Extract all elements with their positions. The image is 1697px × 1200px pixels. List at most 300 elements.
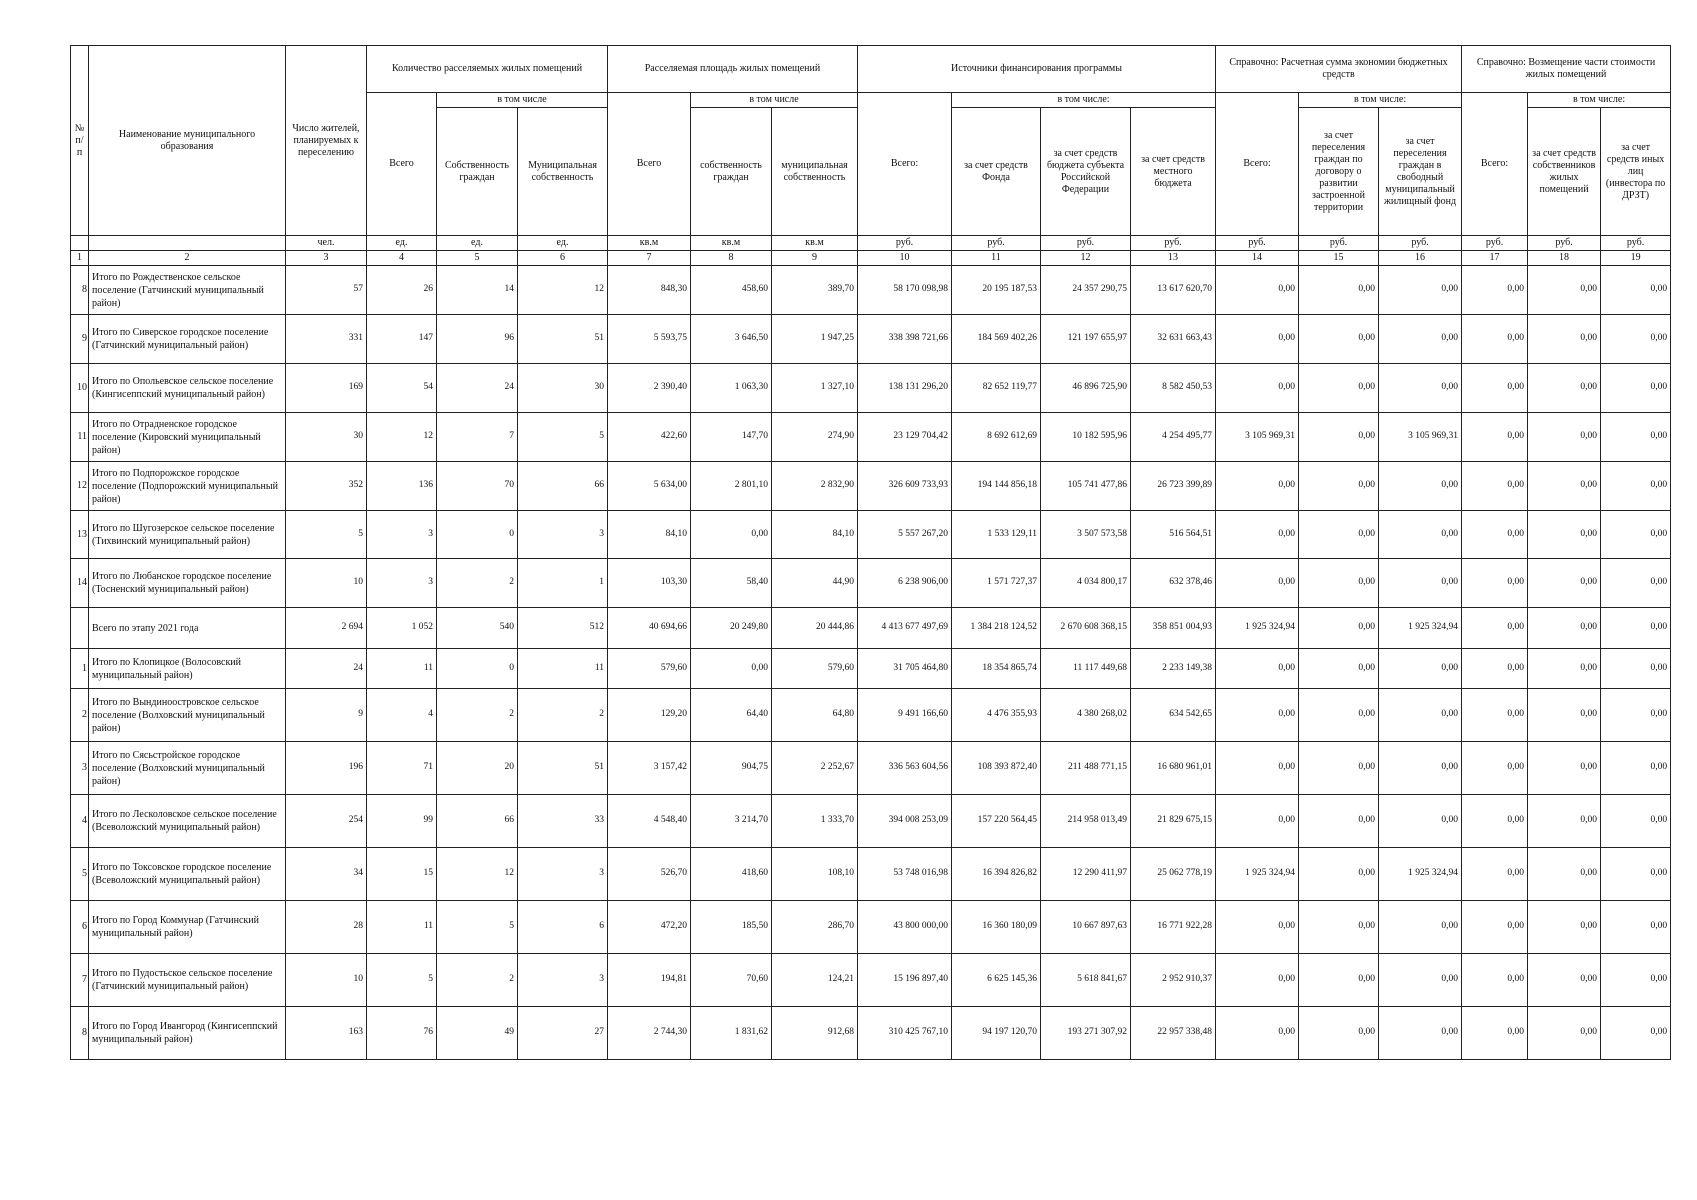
value-cell: 1 925 324,94	[1379, 848, 1462, 901]
column-number-cell: 7	[608, 251, 691, 266]
header-free-fund: за счет переселения граждан в свободный муниципальный жилищный фонд	[1379, 108, 1462, 236]
value-cell: 20 444,86	[772, 608, 858, 649]
value-cell: 64,40	[691, 689, 772, 742]
value-cell: 0,00	[1601, 413, 1671, 462]
value-cell: 20	[437, 742, 518, 795]
value-cell: 18 354 865,74	[952, 649, 1041, 689]
value-cell: 10 667 897,63	[1041, 901, 1131, 954]
value-cell: 211 488 771,15	[1041, 742, 1131, 795]
header-fin-incl: в том числе:	[952, 93, 1216, 108]
value-cell: 27	[518, 1007, 608, 1060]
table-row	[71, 608, 1671, 649]
value-cell: 30	[518, 364, 608, 413]
value-cell: 0,00	[1379, 901, 1462, 954]
value-cell: 1 947,25	[772, 315, 858, 364]
value-cell: 20 195 187,53	[952, 266, 1041, 315]
value-cell: 5	[518, 413, 608, 462]
value-cell: 0,00	[1462, 413, 1528, 462]
value-cell: 1	[518, 559, 608, 608]
value-cell: 0,00	[1462, 266, 1528, 315]
value-cell: 0,00	[1379, 795, 1462, 848]
table-row	[71, 649, 1671, 689]
value-cell: 0,00	[1601, 649, 1671, 689]
value-cell: 1 925 324,94	[1216, 608, 1299, 649]
value-cell: 33	[518, 795, 608, 848]
value-cell: 0,00	[1379, 559, 1462, 608]
row-number: 8	[71, 266, 89, 315]
value-cell: 66	[437, 795, 518, 848]
value-cell: 912,68	[772, 1007, 858, 1060]
value-cell: 1 052	[367, 608, 437, 649]
value-cell: 0,00	[1299, 1007, 1379, 1060]
row-number: 1	[71, 649, 89, 689]
value-cell: 2 744,30	[608, 1007, 691, 1060]
row-number: 4	[71, 795, 89, 848]
row-name: Итого по Город Ивангород (Кингисеппский муниципальный район)	[89, 1007, 286, 1060]
unit-cell: руб.	[1601, 236, 1671, 251]
value-cell: 5	[437, 901, 518, 954]
value-cell: 12 290 411,97	[1041, 848, 1131, 901]
value-cell: 40 694,66	[608, 608, 691, 649]
value-cell: 22 957 338,48	[1131, 1007, 1216, 1060]
value-cell: 6	[518, 901, 608, 954]
row-number: 2	[71, 689, 89, 742]
value-cell: 632 378,46	[1131, 559, 1216, 608]
value-cell: 634 542,65	[1131, 689, 1216, 742]
column-number-cell: 12	[1041, 251, 1131, 266]
row-name: Итого по Сиверское городское поселение (Гатчинский муниципальный район)	[89, 315, 286, 364]
value-cell: 0	[437, 649, 518, 689]
value-cell: 15 196 897,40	[858, 954, 952, 1007]
value-cell: 3 646,50	[691, 315, 772, 364]
value-cell: 3	[518, 848, 608, 901]
table-row	[71, 511, 1671, 559]
value-cell: 0,00	[1601, 689, 1671, 742]
value-cell: 418,60	[691, 848, 772, 901]
value-cell: 512	[518, 608, 608, 649]
unit-cell: руб.	[1216, 236, 1299, 251]
value-cell: 6 238 906,00	[858, 559, 952, 608]
value-cell: 58 170 098,98	[858, 266, 952, 315]
value-cell: 0,00	[1379, 462, 1462, 511]
table-row	[71, 954, 1671, 1007]
value-cell: 358 851 004,93	[1131, 608, 1216, 649]
row-number: 13	[71, 511, 89, 559]
value-cell: 24 357 290,75	[1041, 266, 1131, 315]
header-residents: Число жителей, планируемых к переселению	[286, 46, 367, 236]
unit-cell: руб.	[1462, 236, 1528, 251]
row-name: Итого по Лесколовское сельское поселение (Всеволожский муниципальный район)	[89, 795, 286, 848]
row-name: Итого по Шугозерское сельское поселение (Тихвинский муниципальный район)	[89, 511, 286, 559]
value-cell: 49	[437, 1007, 518, 1060]
value-cell: 0,00	[1299, 462, 1379, 511]
value-cell: 185,50	[691, 901, 772, 954]
value-cell: 0,00	[1299, 559, 1379, 608]
value-cell: 0,00	[1601, 266, 1671, 315]
row-name: Итого по Город Коммунар (Гатчинский муниципальный район)	[89, 901, 286, 954]
row-name: Всего по этапу 2021 года	[89, 608, 286, 649]
value-cell: 0,00	[1299, 413, 1379, 462]
value-cell: 0,00	[1299, 315, 1379, 364]
value-cell: 10 182 595,96	[1041, 413, 1131, 462]
header-area-group: Расселяемая площадь жилых помещений	[608, 46, 858, 93]
header-area-municipal: муниципальная собственность	[772, 108, 858, 236]
row-number	[71, 608, 89, 649]
value-cell: 64,80	[772, 689, 858, 742]
value-cell: 10	[286, 559, 367, 608]
value-cell: 5	[286, 511, 367, 559]
value-cell: 0	[437, 511, 518, 559]
header-local: за счет средств местного бюджета	[1131, 108, 1216, 236]
value-cell: 0,00	[1528, 954, 1601, 1007]
header-econ-total: Всего:	[1216, 93, 1299, 236]
column-number-cell: 8	[691, 251, 772, 266]
header-comp-total: Всего:	[1462, 93, 1528, 236]
header-fin-group: Источники финансирования программы	[858, 46, 1216, 93]
table-row	[71, 901, 1671, 954]
value-cell: 3 105 969,31	[1379, 413, 1462, 462]
unit-cell: руб.	[1528, 236, 1601, 251]
value-cell: 0,00	[1462, 364, 1528, 413]
value-cell: 0,00	[1601, 511, 1671, 559]
value-cell: 15	[367, 848, 437, 901]
value-cell: 0,00	[1528, 649, 1601, 689]
value-cell: 0,00	[1299, 364, 1379, 413]
unit-cell: руб.	[1299, 236, 1379, 251]
value-cell: 0,00	[1462, 1007, 1528, 1060]
unit-cell: чел.	[286, 236, 367, 251]
value-cell: 0,00	[1299, 511, 1379, 559]
value-cell: 0,00	[1601, 848, 1671, 901]
table-body	[71, 266, 1671, 1060]
value-cell: 193 271 307,92	[1041, 1007, 1131, 1060]
value-cell: 0,00	[1216, 901, 1299, 954]
value-cell: 71	[367, 742, 437, 795]
value-cell: 2 670 608 368,15	[1041, 608, 1131, 649]
value-cell: 30	[286, 413, 367, 462]
resettlement-table	[70, 45, 1671, 1060]
value-cell: 254	[286, 795, 367, 848]
value-cell: 338 398 721,66	[858, 315, 952, 364]
value-cell: 0,00	[1528, 266, 1601, 315]
value-cell: 0,00	[1379, 742, 1462, 795]
value-cell: 24	[437, 364, 518, 413]
value-cell: 51	[518, 742, 608, 795]
value-cell: 57	[286, 266, 367, 315]
row-number: 7	[71, 954, 89, 1007]
value-cell: 0,00	[1379, 1007, 1462, 1060]
row-name: Итого по Отрадненское городское поселение (Кировский муниципальный район)	[89, 413, 286, 462]
value-cell: 32 631 663,43	[1131, 315, 1216, 364]
value-cell: 274,90	[772, 413, 858, 462]
value-cell: 12	[367, 413, 437, 462]
value-cell: 0,00	[1216, 315, 1299, 364]
value-cell: 169	[286, 364, 367, 413]
value-cell: 12	[437, 848, 518, 901]
value-cell: 2 252,67	[772, 742, 858, 795]
table-row	[71, 413, 1671, 462]
value-cell: 13 617 620,70	[1131, 266, 1216, 315]
value-cell: 0,00	[1462, 795, 1528, 848]
value-cell: 108 393 872,40	[952, 742, 1041, 795]
value-cell: 2	[437, 689, 518, 742]
value-cell: 0,00	[1601, 559, 1671, 608]
value-cell: 16 394 826,82	[952, 848, 1041, 901]
table-row	[71, 742, 1671, 795]
value-cell: 58,40	[691, 559, 772, 608]
value-cell: 94 197 120,70	[952, 1007, 1041, 1060]
value-cell: 2 233 149,38	[1131, 649, 1216, 689]
value-cell: 0,00	[1462, 689, 1528, 742]
value-cell: 540	[437, 608, 518, 649]
value-cell: 82 652 119,77	[952, 364, 1041, 413]
value-cell: 34	[286, 848, 367, 901]
value-cell: 0,00	[1216, 742, 1299, 795]
column-number-cell: 4	[367, 251, 437, 266]
value-cell: 3 157,42	[608, 742, 691, 795]
value-cell: 1 925 324,94	[1379, 608, 1462, 649]
units-row	[71, 236, 1671, 251]
value-cell: 3	[518, 511, 608, 559]
value-cell: 2 832,90	[772, 462, 858, 511]
value-cell: 147	[367, 315, 437, 364]
row-name: Итого по Опольевское сельское поселение (Кингисеппский муниципальный район)	[89, 364, 286, 413]
header-subject: за счет средств бюджета субъекта Российской Федерации	[1041, 108, 1131, 236]
value-cell: 0,00	[1379, 511, 1462, 559]
table-row	[71, 462, 1671, 511]
value-cell: 0,00	[1601, 315, 1671, 364]
value-cell: 66	[518, 462, 608, 511]
value-cell: 1 333,70	[772, 795, 858, 848]
value-cell: 20 249,80	[691, 608, 772, 649]
value-cell: 31 705 464,80	[858, 649, 952, 689]
value-cell: 0,00	[1379, 689, 1462, 742]
unit-cell: кв.м	[608, 236, 691, 251]
value-cell: 848,30	[608, 266, 691, 315]
value-cell: 458,60	[691, 266, 772, 315]
value-cell: 96	[437, 315, 518, 364]
value-cell: 0,00	[1299, 608, 1379, 649]
value-cell: 0,00	[1601, 795, 1671, 848]
value-cell: 5	[367, 954, 437, 1007]
row-number: 12	[71, 462, 89, 511]
column-number-cell: 3	[286, 251, 367, 266]
value-cell: 121 197 655,97	[1041, 315, 1131, 364]
value-cell: 46 896 725,90	[1041, 364, 1131, 413]
value-cell: 54	[367, 364, 437, 413]
unit-cell: руб.	[1041, 236, 1131, 251]
value-cell: 0,00	[1528, 848, 1601, 901]
table-row	[71, 364, 1671, 413]
value-cell: 0,00	[1299, 795, 1379, 848]
value-cell: 14	[437, 266, 518, 315]
value-cell: 0,00	[1528, 1007, 1601, 1060]
row-number: 11	[71, 413, 89, 462]
unit-cell: кв.м	[772, 236, 858, 251]
value-cell: 103,30	[608, 559, 691, 608]
header-area-total: Всего	[608, 93, 691, 236]
value-cell: 0,00	[1216, 462, 1299, 511]
column-numbers-row	[71, 251, 1671, 266]
value-cell: 516 564,51	[1131, 511, 1216, 559]
value-cell: 2 801,10	[691, 462, 772, 511]
value-cell: 76	[367, 1007, 437, 1060]
row-number: 6	[71, 901, 89, 954]
row-name: Итого по Клопицкое (Волосовский муниципальный район)	[89, 649, 286, 689]
value-cell: 0,00	[1379, 364, 1462, 413]
column-number-cell: 2	[89, 251, 286, 266]
value-cell: 0,00	[1462, 742, 1528, 795]
header-count-incl: в том числе	[437, 93, 608, 108]
value-cell: 5 557 267,20	[858, 511, 952, 559]
value-cell: 0,00	[1216, 364, 1299, 413]
column-number-cell: 10	[858, 251, 952, 266]
value-cell: 0,00	[691, 649, 772, 689]
value-cell: 11	[367, 901, 437, 954]
row-number: 14	[71, 559, 89, 608]
column-number-cell: 13	[1131, 251, 1216, 266]
value-cell: 3	[367, 511, 437, 559]
value-cell: 138 131 296,20	[858, 364, 952, 413]
value-cell: 0,00	[1379, 954, 1462, 1007]
value-cell: 2 390,40	[608, 364, 691, 413]
value-cell: 0,00	[1299, 689, 1379, 742]
value-cell: 0,00	[1462, 954, 1528, 1007]
value-cell: 0,00	[1462, 462, 1528, 511]
value-cell: 0,00	[1462, 848, 1528, 901]
header-area-incl: в том числе	[691, 93, 858, 108]
column-number-cell: 11	[952, 251, 1041, 266]
header-comp-group: Справочно: Возмещение части стоимости жилых помещений	[1462, 46, 1671, 93]
table-row	[71, 848, 1671, 901]
value-cell: 0,00	[1216, 795, 1299, 848]
unit-cell: кв.м	[691, 236, 772, 251]
column-number-cell: 9	[772, 251, 858, 266]
value-cell: 352	[286, 462, 367, 511]
value-cell: 1 925 324,94	[1216, 848, 1299, 901]
value-cell: 0,00	[1601, 462, 1671, 511]
value-cell: 904,75	[691, 742, 772, 795]
value-cell: 0,00	[1462, 649, 1528, 689]
value-cell: 0,00	[1528, 795, 1601, 848]
value-cell: 5 593,75	[608, 315, 691, 364]
column-number-cell: 14	[1216, 251, 1299, 266]
unit-cell: руб.	[1379, 236, 1462, 251]
value-cell: 6 625 145,36	[952, 954, 1041, 1007]
header-area-own-citizens: собственность граждан	[691, 108, 772, 236]
value-cell: 3 507 573,58	[1041, 511, 1131, 559]
value-cell: 7	[437, 413, 518, 462]
value-cell: 0,00	[1216, 649, 1299, 689]
unit-cell: руб.	[1131, 236, 1216, 251]
value-cell: 184 569 402,26	[952, 315, 1041, 364]
header-development: за счет переселения граждан по договору о развитии застроенной территории	[1299, 108, 1379, 236]
value-cell: 0,00	[1462, 559, 1528, 608]
row-name: Итого по Рождественское сельское поселение (Гатчинский муниципальный район)	[89, 266, 286, 315]
value-cell: 16 680 961,01	[1131, 742, 1216, 795]
value-cell: 0,00	[1379, 266, 1462, 315]
unit-cell	[71, 236, 89, 251]
value-cell: 422,60	[608, 413, 691, 462]
column-number-cell: 1	[71, 251, 89, 266]
table-row	[71, 559, 1671, 608]
row-number: 10	[71, 364, 89, 413]
value-cell: 70,60	[691, 954, 772, 1007]
column-number-cell: 18	[1528, 251, 1601, 266]
value-cell: 16 771 922,28	[1131, 901, 1216, 954]
value-cell: 0,00	[1462, 901, 1528, 954]
table-row	[71, 266, 1671, 315]
value-cell: 4 413 677 497,69	[858, 608, 952, 649]
value-cell: 0,00	[1528, 413, 1601, 462]
row-name: Итого по Пудостьское сельское поселение (Гатчинский муниципальный район)	[89, 954, 286, 1007]
row-name: Итого по Токсовское городское поселение (Всеволожский муниципальный район)	[89, 848, 286, 901]
value-cell: 0,00	[1216, 1007, 1299, 1060]
row-number: 9	[71, 315, 89, 364]
value-cell: 0,00	[1601, 954, 1671, 1007]
value-cell: 84,10	[772, 511, 858, 559]
value-cell: 1 063,30	[691, 364, 772, 413]
value-cell: 16 360 180,09	[952, 901, 1041, 954]
value-cell: 0,00	[1462, 315, 1528, 364]
value-cell: 2 694	[286, 608, 367, 649]
header-count-group: Количество расселяемых жилых помещений	[367, 46, 608, 93]
value-cell: 0,00	[1601, 1007, 1671, 1060]
value-cell: 0,00	[1462, 608, 1528, 649]
table-row	[71, 689, 1671, 742]
value-cell: 579,60	[772, 649, 858, 689]
header-name: Наименование муниципального образования	[89, 46, 286, 236]
value-cell: 9 491 166,60	[858, 689, 952, 742]
value-cell: 21 829 675,15	[1131, 795, 1216, 848]
header-econ-group: Справочно: Расчетная сумма экономии бюджетных средств	[1216, 46, 1462, 93]
value-cell: 0,00	[1379, 649, 1462, 689]
value-cell: 1 571 727,37	[952, 559, 1041, 608]
value-cell: 26	[367, 266, 437, 315]
value-cell: 0,00	[1528, 559, 1601, 608]
header-others: за счет средств иных лиц (инвестора по ДРЗТ)	[1601, 108, 1671, 236]
value-cell: 194,81	[608, 954, 691, 1007]
value-cell: 310 425 767,10	[858, 1007, 952, 1060]
value-cell: 105 741 477,86	[1041, 462, 1131, 511]
value-cell: 4 380 268,02	[1041, 689, 1131, 742]
table-row	[71, 795, 1671, 848]
value-cell: 389,70	[772, 266, 858, 315]
value-cell: 11	[518, 649, 608, 689]
value-cell: 124,21	[772, 954, 858, 1007]
row-name: Итого по Сясьстройское городское поселение (Волховский муниципальный район)	[89, 742, 286, 795]
value-cell: 11	[367, 649, 437, 689]
value-cell: 44,90	[772, 559, 858, 608]
value-cell: 0,00	[1299, 848, 1379, 901]
table-row	[71, 315, 1671, 364]
header-count-total: Всего	[367, 93, 437, 236]
value-cell: 0,00	[691, 511, 772, 559]
value-cell: 196	[286, 742, 367, 795]
value-cell: 4 476 355,93	[952, 689, 1041, 742]
value-cell: 331	[286, 315, 367, 364]
value-cell: 394 008 253,09	[858, 795, 952, 848]
header-econ-incl: в том числе:	[1299, 93, 1462, 108]
value-cell: 0,00	[1216, 511, 1299, 559]
value-cell: 214 958 013,49	[1041, 795, 1131, 848]
value-cell: 11 117 449,68	[1041, 649, 1131, 689]
header-num: № п/п	[71, 46, 89, 236]
row-number: 5	[71, 848, 89, 901]
unit-cell: руб.	[858, 236, 952, 251]
unit-cell: ед.	[437, 236, 518, 251]
value-cell: 0,00	[1299, 266, 1379, 315]
